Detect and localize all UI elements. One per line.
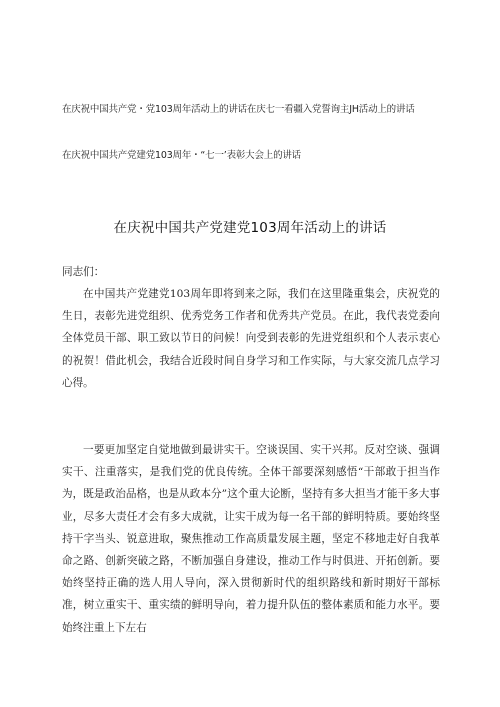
document-title: 在庆祝中国共产党建党103周年活动上的讲话	[113, 220, 387, 236]
header-line-2: 在庆祝中国共产党建党103周年・“七一’表彰大会上的讲话	[62, 150, 301, 161]
greeting: 同志们：	[62, 266, 105, 278]
paragraph-2: 一要更加坚定自觉地做到最讲实干。空谈误国、实干兴邦。反对空谈、强调实干、注重落实，是我们党的优良传统。全体干部要深刻感悟“干部敢于担当作为，既是政治品格，也是从政本分”这个重大论断，坚持有多大担当才能干多大事业，尽多大责任才会有多大成就，让实干成为每一名干部的鲜明特质。要始终坚持干字当头、锐意进取，聚焦推动工作高质量发展主题，坚定不移地走好自我革命之路、创新突破之路，不断加强自身建设，推动工作与时俱进、开拓创新。要始终坚持正确的选人用人导向，深入贯彻新时代的组织路线和新时期好干部标准，树立重实干、重实绩的鲜明导向，着力提升队伍的整体素质和能力水平。要始终注重上下左右	[62, 444, 440, 634]
header-line-1: 在庆祝中国共产党・党103周年活动上的讲话在庆七一看疆入党誓询主JH活动上的讲话	[62, 104, 415, 115]
paragraph-1: 在中国共产党建党103周年即将到来之际，我们在这里隆重集会，庆祝党的生日，表彰先进党组织、优秀党务工作者和优秀共产党员。在此，我代表党委向全体党员干部、职工致以节日的问候！向受到表彰的先进党组织和个人表示衷心的祝贺！借此机会，我结合近段时间自身学习和工作实际，与大家交流几点学习心得。	[62, 288, 440, 389]
